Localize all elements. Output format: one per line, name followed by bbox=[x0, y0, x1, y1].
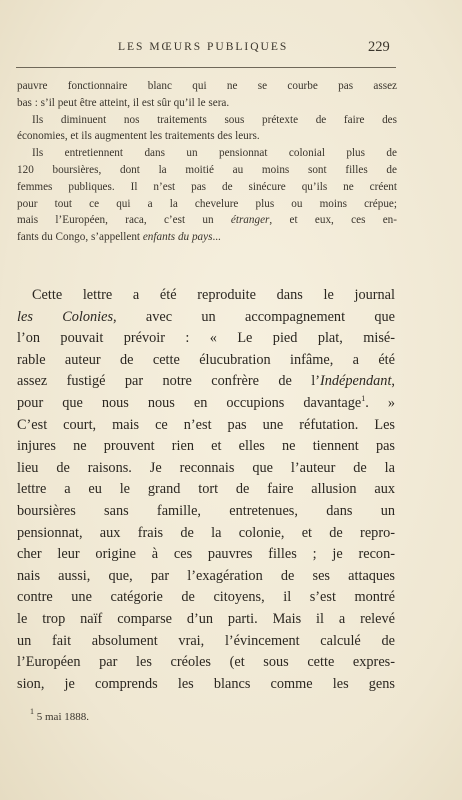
body-line: lettre a eu le grand tort de faire allusion aux bbox=[17, 481, 395, 498]
body-line: l’on pouvait prévoir : « Le pied plat, misé- bbox=[17, 330, 395, 347]
quote-line: Ils entretiennent dans un pensionnat colonial plus de bbox=[32, 147, 397, 160]
body-line: cher leur origine à ces pauvres filles ; je recon- bbox=[17, 546, 395, 563]
body-line: les Colonies, avec un accompagnement que bbox=[17, 308, 395, 325]
body-line: lieu de raisons. Je reconnais que l’auteur de la bbox=[17, 459, 395, 476]
quote-line: pauvre fonctionnaire blanc qui ne se courbe pas assez bbox=[17, 80, 397, 92]
footnote-marker: 1 bbox=[30, 707, 34, 716]
running-title: LES MŒURS PUBLIQUES bbox=[118, 41, 289, 53]
body-line: rable auteur de cette élucubration infâme, a été bbox=[17, 351, 395, 368]
quote-line: Ils diminuent nos traitements sous prétexte de faire des bbox=[32, 113, 397, 126]
header-rule bbox=[16, 67, 396, 68]
quote-line: fants du Congo, s’appellent enfants du pays... bbox=[17, 231, 221, 244]
quote-line: mais l’Européen, raca, c’est un étranger, et eux, ces en- bbox=[17, 214, 398, 227]
body-line: Cette lettre a été reproduite dans le journal bbox=[32, 287, 395, 303]
footnote-ref: 1 bbox=[361, 393, 366, 403]
body-line: boursières sans famille, entretenues, dans un bbox=[17, 502, 395, 519]
body-line: C’est court, mais ce n’est pas une réfutation. Les bbox=[17, 416, 395, 433]
footnote bbox=[30, 707, 89, 723]
body-line: sion, je comprends les blancs comme les gens bbox=[17, 675, 395, 692]
body-line: pour que nous nous en occupions davantage$^1$. » bbox=[17, 393, 396, 411]
body-paragraph bbox=[17, 285, 395, 695]
body-line: un fait absolument vrai, l’évincement calculé de bbox=[17, 632, 395, 649]
quote-line: bas : s’il peut être atteint, il est sûr qu’il le sera. bbox=[17, 96, 230, 109]
footnote-text: 5 mai 1888. bbox=[36, 711, 89, 723]
quote-line: pour tout ce qui a la chevelure plus ou moins crépue; bbox=[17, 197, 397, 210]
page-number: 229 bbox=[368, 39, 390, 55]
body-line: injures ne prouvent rien et elles ne tiennent pas bbox=[17, 438, 395, 455]
running-head bbox=[0, 41, 462, 59]
body-line: assez fustigé par notre confrère de l’Indépendant, bbox=[17, 373, 395, 390]
quote-line: 120 boursières, dont la moitié au moins sont filles de bbox=[17, 163, 397, 176]
body-line: le trop naïf comparse d’un parti. Mais il a relevé bbox=[17, 610, 395, 627]
quote-line: économies, et ils augmentent les traitements des leurs. bbox=[17, 130, 260, 143]
body-line: l’Européen par les créoles (et sous cette expres- bbox=[17, 654, 395, 671]
quote-line: femmes publiques. Il n’est pas de sinécure qu’ils ne créent bbox=[17, 180, 397, 193]
body-line: contre une catégorie de citoyens, il s’est montré bbox=[17, 589, 395, 606]
quoted-letter bbox=[17, 78, 397, 246]
body-line: nais aussi, que, par l’exagération de ses attaques bbox=[17, 567, 395, 584]
body-line: pensionnat, aux frais de la colonie, et de repro- bbox=[17, 524, 395, 541]
